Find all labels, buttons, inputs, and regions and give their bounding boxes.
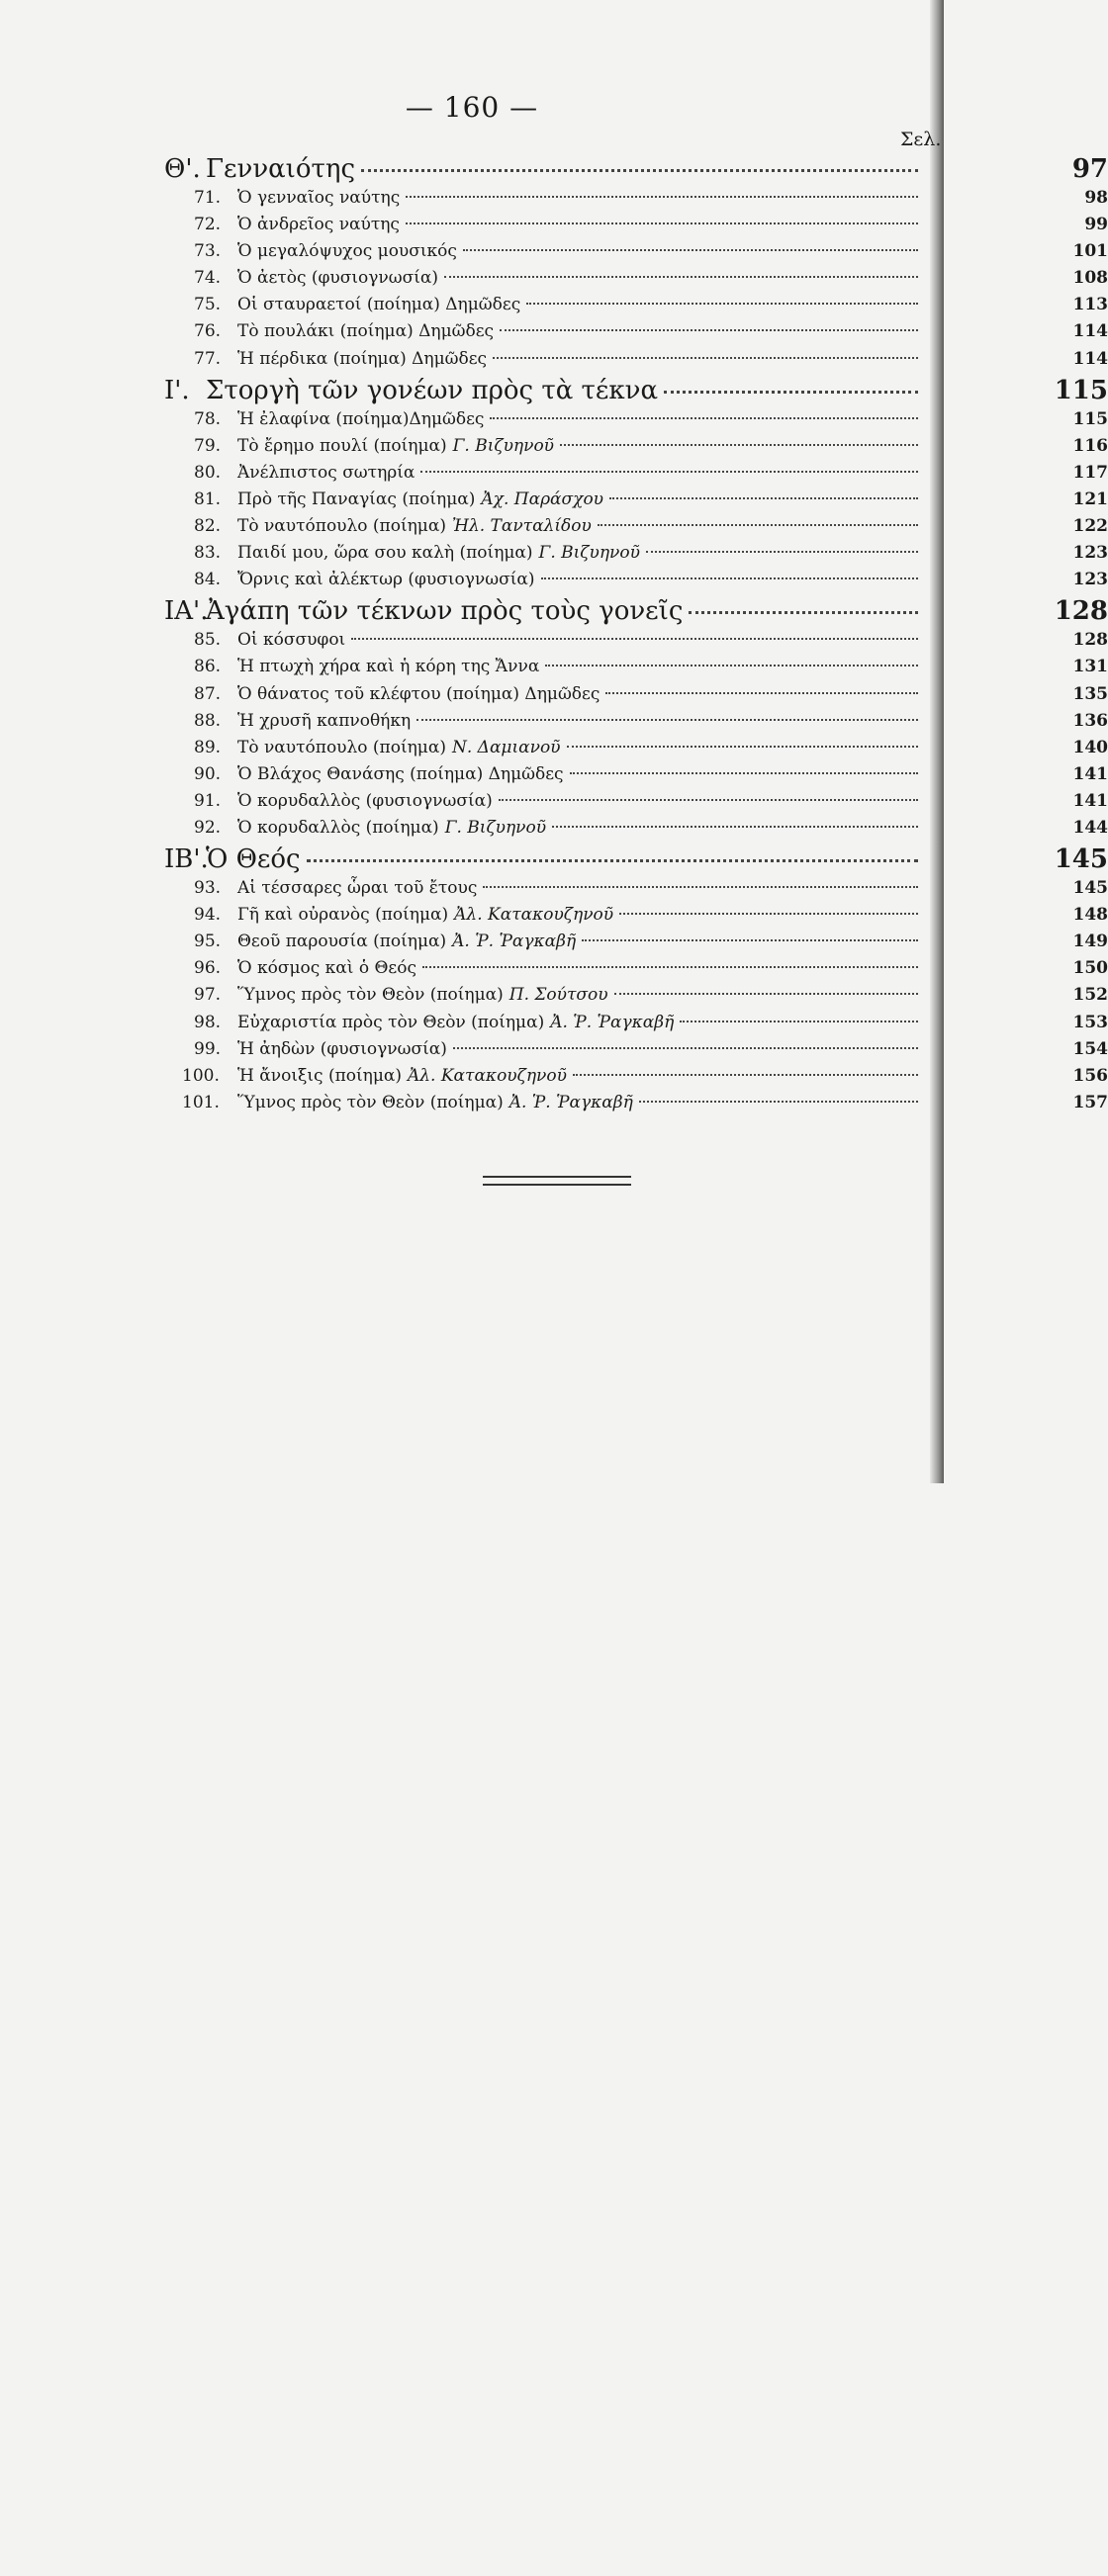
- toc-entry-page: 150: [1072, 958, 1108, 979]
- toc-entry-row: [164, 657, 1108, 683]
- toc-entry-title: Στοργὴ τῶν γονέων πρὸς τὰ τέκνα: [206, 375, 659, 405]
- toc-entry-number: 85.: [194, 630, 222, 651]
- toc-entry-page: 121: [1072, 489, 1108, 509]
- toc-entry-row: [164, 268, 1108, 295]
- toc-entry-number: 76.: [194, 321, 222, 342]
- toc-entry-page: 153: [1072, 1012, 1108, 1032]
- toc-entry-row: [164, 462, 1108, 489]
- toc-entry-page: 141: [1072, 790, 1108, 811]
- toc-entry-number: 74.: [194, 268, 222, 289]
- toc-entry-number: 96.: [194, 958, 222, 979]
- toc-entry-row: [164, 905, 1108, 932]
- toc-entry-author: Ἀλ. Κατακουζηνοῦ: [454, 905, 614, 926]
- toc-entry-page: 154: [1072, 1038, 1108, 1059]
- toc-entry-title: Ἡ χρυσῆ καπνοθήκη: [237, 710, 412, 731]
- toc-entry-number: 79.: [194, 435, 222, 456]
- toc-entry-page: 116: [1072, 435, 1108, 456]
- toc-entry-author: Ἀ. Ῥ. Ῥαγκαβῆ: [508, 1092, 633, 1112]
- toc-entry-row: [164, 570, 1108, 596]
- toc-entry-title: Ὁ θάνατος τοῦ κλέφτου (ποίημα) Δημῶδες: [237, 683, 600, 704]
- toc-entry-number: 81.: [194, 489, 222, 509]
- toc-entry-title: Ὁ κόσμος καὶ ὁ Θεός: [237, 958, 416, 979]
- toc-entry-number: 75.: [194, 295, 222, 315]
- toc-entry-title: Θεοῦ παρουσία (ποίημα): [237, 932, 447, 952]
- toc-entry-row: [164, 188, 1108, 215]
- toc-entry-number: 99.: [194, 1038, 222, 1059]
- toc-entry-row: [164, 630, 1108, 657]
- toc-entry-title: Γενναιότης: [206, 154, 356, 184]
- toc-entry-title: Οἱ σταυραετοί (ποίημα) Δημῶδες: [237, 295, 521, 315]
- toc-entry-page: 157: [1072, 1092, 1108, 1112]
- toc-entry-page: 128: [1072, 630, 1108, 651]
- end-rule-top: [483, 1176, 631, 1178]
- toc-entry-number: 101.: [182, 1092, 220, 1112]
- toc-entry-page: 117: [1072, 462, 1108, 483]
- page-number: — 160 —: [405, 91, 539, 124]
- toc-entry-title: Ἡ ἄνοιξις (ποίημα): [237, 1065, 402, 1086]
- toc-entry-row: [164, 958, 1108, 985]
- toc-entry-title: Ὁ Θεός: [206, 844, 301, 875]
- toc-entry-row: [164, 763, 1108, 791]
- toc-section-row: [164, 596, 1108, 630]
- toc-entry-page: 114: [1072, 321, 1108, 342]
- toc-entry-row: [164, 543, 1108, 570]
- toc-entry-title: Ὁ μεγαλόψυχος μουσικός: [237, 241, 457, 262]
- toc-entry-author: Ἀχ. Παράσχου: [481, 489, 604, 509]
- toc-entry-title: Ὁ κορυδαλλὸς (ποίημα): [237, 817, 439, 838]
- toc-entry-page: 115: [1072, 408, 1108, 429]
- toc-entry-page: 140: [1072, 737, 1108, 757]
- toc-entry-number: 91.: [194, 790, 222, 811]
- toc-entry-title: Τὸ ναυτόπουλο (ποίημα): [237, 516, 446, 537]
- toc-section-row: [164, 375, 1108, 409]
- end-rule-bottom: [483, 1184, 631, 1186]
- toc-section-row: [164, 844, 1108, 878]
- toc-entry-row: [164, 516, 1108, 543]
- toc-entry-author: Γ. Βιζυηνοῦ: [452, 435, 555, 456]
- toc-entry-title: Παιδί μου, ὥρα σου καλὴ (ποίημα): [237, 543, 533, 564]
- toc-entry-row: [164, 1038, 1108, 1066]
- toc-entry-row: [164, 241, 1108, 268]
- toc-entry-title: Τὸ ναυτόπουλο (ποίημα): [237, 737, 446, 757]
- toc-entry-number: 72.: [194, 215, 222, 235]
- toc-entry-title: Ὕμνος πρὸς τὸν Θεὸν (ποίημα): [237, 1092, 504, 1112]
- toc-entry-title: Τὸ ἔρημο πουλί (ποίημα): [237, 435, 447, 456]
- table-of-contents: [164, 154, 1108, 1119]
- toc-entry-number: ΙΒ'.: [164, 844, 209, 875]
- toc-entry-number: 73.: [194, 241, 222, 262]
- toc-entry-author: Γ. Βιζυηνοῦ: [444, 817, 547, 838]
- toc-entry-title: Ἀνέλπιστος σωτηρία: [237, 462, 416, 483]
- toc-entry-number: 88.: [194, 710, 222, 731]
- toc-entry-row: [164, 489, 1108, 516]
- toc-entry-row: [164, 321, 1108, 348]
- toc-entry-title: Αἱ τέσσαρες ὧραι τοῦ ἔτους: [237, 878, 478, 899]
- toc-entry-page: 128: [1054, 596, 1108, 627]
- toc-entry-page: 101: [1072, 241, 1108, 262]
- toc-entry-number: 87.: [194, 683, 222, 704]
- toc-entry-page: 123: [1072, 570, 1108, 590]
- toc-entry-page: 123: [1072, 543, 1108, 564]
- toc-entry-number: 83.: [194, 543, 222, 564]
- toc-entry-page: 97: [1071, 154, 1108, 184]
- toc-entry-row: [164, 215, 1108, 241]
- toc-entry-page: 144: [1072, 817, 1108, 838]
- toc-entry-number: 86.: [194, 657, 222, 677]
- toc-entry-page: 156: [1072, 1065, 1108, 1086]
- toc-entry-row: [164, 348, 1108, 376]
- toc-entry-page: 98: [1084, 188, 1108, 208]
- toc-entry-title: Ὕμνος πρὸς τὸν Θεὸν (ποίημα): [237, 985, 504, 1006]
- toc-entry-number: 89.: [194, 737, 222, 757]
- toc-entry-row: [164, 710, 1108, 738]
- toc-entry-title: Ἡ πτωχὴ χήρα καὶ ἡ κόρη της Ἄννα: [237, 657, 540, 677]
- toc-entry-page: 99: [1084, 215, 1108, 235]
- toc-entry-number: 78.: [194, 408, 222, 429]
- toc-entry-page: 114: [1072, 348, 1108, 369]
- toc-entry-page: 145: [1054, 844, 1108, 875]
- toc-entry-number: Θ'.: [164, 154, 201, 184]
- toc-entry-page: 108: [1072, 268, 1108, 289]
- toc-entry-row: [164, 1065, 1108, 1093]
- toc-entry-page: 135: [1072, 683, 1108, 704]
- toc-entry-title: Εὐχαριστία πρὸς τὸν Θεὸν (ποίημα): [237, 1012, 545, 1032]
- toc-entry-page: 152: [1072, 985, 1108, 1006]
- toc-entry-page: 131: [1072, 657, 1108, 677]
- toc-entry-author: Ν. Δαμιανοῦ: [451, 737, 561, 757]
- toc-entry-row: [164, 435, 1108, 463]
- toc-entry-number: 93.: [194, 878, 222, 899]
- toc-entry-title: Ἡ ἀηδὼν (φυσιογνωσία): [237, 1038, 447, 1059]
- toc-entry-title: Οἱ κόσσυφοι: [237, 630, 346, 651]
- toc-entry-row: [164, 932, 1108, 958]
- toc-entry-page: 149: [1072, 932, 1108, 952]
- toc-entry-title: Ὁ ἀνδρεῖος ναύτης: [237, 215, 400, 235]
- toc-entry-number: 95.: [194, 932, 222, 952]
- toc-entry-number: 97.: [194, 985, 222, 1006]
- toc-entry-number: 80.: [194, 462, 222, 483]
- toc-entry-title: Τὸ πουλάκι (ποίημα) Δημῶδες: [237, 321, 495, 342]
- toc-entry-title: Ἡ ἐλαφίνα (ποίημα)Δημῶδες: [237, 408, 485, 429]
- toc-entry-row: [164, 408, 1108, 436]
- toc-entry-page: 113: [1072, 295, 1108, 315]
- toc-entry-number: 92.: [194, 817, 222, 838]
- toc-entry-page: 145: [1072, 878, 1108, 899]
- toc-entry-number: 82.: [194, 516, 222, 537]
- toc-entry-number: 84.: [194, 570, 222, 590]
- toc-entry-author: Ἀ. Ῥ. Ῥαγκαβῆ: [452, 932, 577, 952]
- toc-entry-title: Πρὸ τῆς Παναγίας (ποίημα): [237, 489, 476, 509]
- toc-entry-number: ΙΑ'.: [164, 596, 209, 627]
- toc-entry-title: Ὁ ἀετὸς (φυσιογνωσία): [237, 268, 438, 289]
- toc-entry-title: Ἡ πέρδικα (ποίημα) Δημῶδες: [237, 348, 488, 369]
- toc-entry-title: Ὄρνις καὶ ἀλέκτωρ (φυσιογνωσία): [237, 570, 535, 590]
- toc-entry-author: Π. Σούτσου: [508, 985, 608, 1006]
- toc-section-row: [164, 154, 1108, 188]
- toc-entry-title: Ὁ κορυδαλλὸς (φυσιογνωσία): [237, 790, 493, 811]
- page-column-label: Σελ.: [900, 129, 942, 150]
- toc-entry-row: [164, 878, 1108, 905]
- toc-entry-page: 115: [1054, 375, 1108, 405]
- toc-entry-author: Ἀλ. Κατακουζηνοῦ: [408, 1065, 567, 1086]
- toc-entry-row: [164, 1012, 1108, 1039]
- toc-entry-number: 98.: [194, 1012, 222, 1032]
- toc-entry-row: [164, 1092, 1108, 1119]
- toc-entry-page: 141: [1072, 763, 1108, 784]
- toc-entry-page: 136: [1072, 710, 1108, 731]
- toc-entry-number: 71.: [194, 188, 222, 208]
- toc-entry-title: Γῆ καὶ οὐρανὸς (ποίημα): [237, 905, 449, 926]
- toc-entry-author: Ἠλ. Τανταλίδου: [451, 516, 592, 537]
- toc-entry-page: 148: [1072, 905, 1108, 926]
- toc-entry-title: Ὁ Βλάχος Θανάσης (ποίημα) Δημῶδες: [237, 763, 564, 784]
- toc-entry-number: 77.: [194, 348, 222, 369]
- toc-entry-title: Ἀγάπη τῶν τέκνων πρὸς τοὺς γονεῖς: [206, 596, 684, 627]
- toc-entry-number: 90.: [194, 763, 222, 784]
- toc-entry-row: [164, 985, 1108, 1012]
- toc-entry-author: Γ. Βιζυηνοῦ: [538, 543, 640, 564]
- toc-entry-row: [164, 790, 1108, 818]
- toc-entry-number: 94.: [194, 905, 222, 926]
- toc-entry-row: [164, 683, 1108, 711]
- toc-entry-title: Ὁ γενναῖος ναύτης: [237, 188, 401, 208]
- toc-entry-row: [164, 817, 1108, 844]
- toc-entry-row: [164, 737, 1108, 764]
- toc-entry-row: [164, 295, 1108, 321]
- toc-entry-page: 122: [1072, 516, 1108, 537]
- toc-entry-number: 100.: [182, 1065, 220, 1086]
- toc-entry-author: Ἀ. Ῥ. Ῥαγκαβῆ: [550, 1012, 675, 1032]
- toc-entry-number: Ι'.: [164, 375, 190, 405]
